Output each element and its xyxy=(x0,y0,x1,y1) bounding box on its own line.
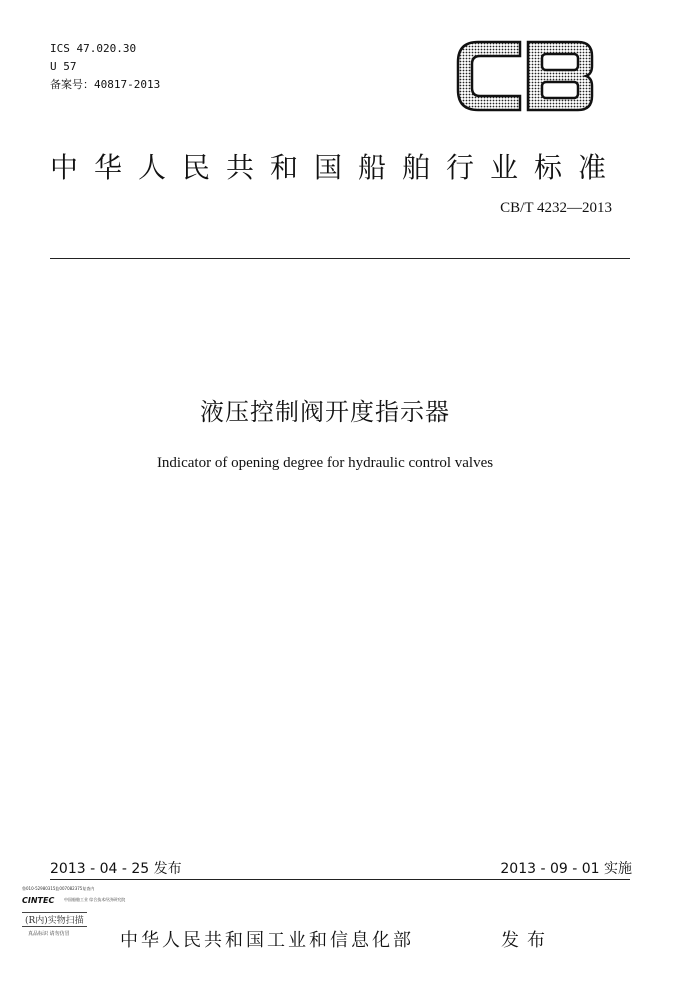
stamp-footnote: 真品标识 请勿仿冒 xyxy=(28,931,70,937)
cb-logo xyxy=(450,36,600,116)
stamp-label: (R内)实物扫描 xyxy=(22,912,87,927)
class-code: U 57 xyxy=(50,60,77,73)
header-divider xyxy=(50,258,630,259)
classification-block xyxy=(50,40,160,94)
document-title-english: Indicator of opening degree for hydraulic control valves xyxy=(156,455,494,471)
publish-label: 发布 xyxy=(501,930,553,951)
footer-divider xyxy=(50,879,630,880)
anti-counterfeit-stamp xyxy=(22,886,126,946)
filing-number: 备案号：40817-2013 xyxy=(50,78,161,91)
publisher-name: 中华人民共和国工业和信息化部 xyxy=(120,930,414,951)
stamp-logo-subtitle: 中国船舶工业 综合技术经济研究院 xyxy=(64,897,126,902)
ics-code: ICS 47.020.30 xyxy=(50,42,137,55)
document-title-chinese: 液压控制阀开度指示器 xyxy=(200,398,450,426)
issue-date: 2013 - 04 - 25 发布 xyxy=(50,861,182,877)
stamp-logo: CINTEC xyxy=(22,896,55,905)
standard-series-title: 中华人民共和国船舶行业标准 xyxy=(50,151,623,184)
standard-code: CB/T 4232—2013 xyxy=(500,200,612,216)
stamp-serial: 鲁010-52980315监007082375复查内 xyxy=(22,886,95,891)
implementation-date: 2013 - 09 - 01 实施 xyxy=(500,861,632,877)
